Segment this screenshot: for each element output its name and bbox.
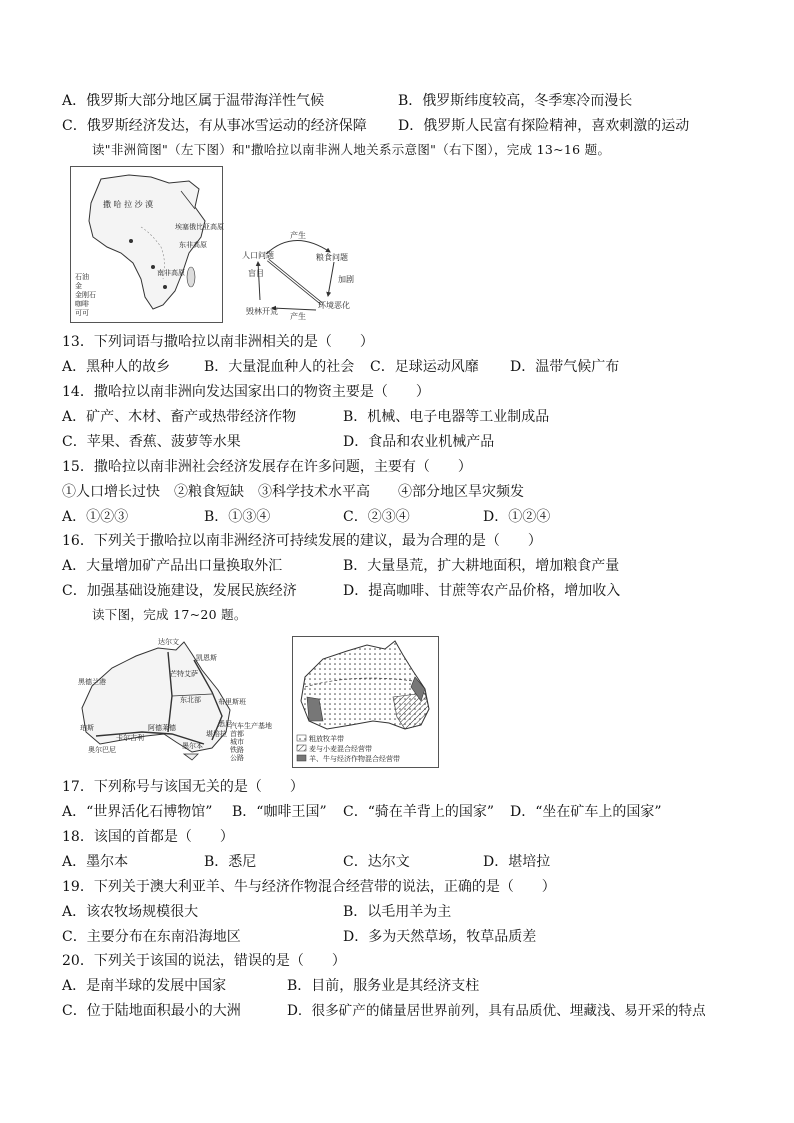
q18-option-b: B．悉尼 [204, 854, 257, 870]
relation-diagram [238, 226, 368, 320]
q18-stem: 18．该国的首都是（ ） [62, 829, 234, 845]
q18-option-c: C．达尔文 [343, 854, 410, 870]
relation-top: 产生 [290, 231, 306, 240]
q16-option-a: A．大量增加矿产品出口量换取外汇 [62, 558, 283, 574]
city-melbourne: 墨尔本 [182, 742, 203, 750]
relation-environment: 环境恶化 [318, 301, 350, 310]
legend-extensive-sheep: 粗放牧羊带 [309, 735, 344, 743]
legend-railway: 铁路 [230, 746, 244, 754]
africa-map [70, 166, 223, 323]
australia-map-legend [230, 721, 272, 762]
q20-option-b: B．目前，服务业是其经济支柱 [287, 978, 480, 994]
ethiopian-plateau-label: 埃塞俄比亚高原 [175, 223, 224, 231]
q13-option-b: B．大量混血种人的社会 [204, 359, 355, 375]
q14-option-a: A．矿产、木材、畜产或热带经济作物 [62, 409, 297, 425]
q14-option-d: D．食品和农业机械产品 [343, 434, 495, 450]
city-adelaide: 阿德莱德 [148, 724, 176, 732]
city-mount-isa: 芒特艾萨 [170, 670, 198, 678]
africa-legend [75, 272, 96, 317]
q15-option-d: D．①②④ [483, 509, 551, 525]
q17-option-b: B．“咖啡王国” [232, 804, 327, 820]
relation-bottom: 产生 [290, 312, 306, 321]
legend-city: 城市 [230, 738, 244, 746]
q13-option-a: A．黑种人的故乡 [62, 359, 171, 375]
legend-cocoa: 可可 [75, 309, 89, 317]
q15-option-b: B．①③④ [204, 509, 271, 525]
q16-stem: 16．下列关于撒哈拉以南非洲经济可持续发展的建议，最为合理的是（ ） [62, 533, 542, 549]
q15-option-c: C．②③④ [343, 509, 410, 525]
q17-stem: 17．下列称号与该国无关的是（ ） [62, 779, 304, 795]
q13-option-c: C．足球运动风靡 [370, 359, 479, 375]
q13-option-d: D．温带气候广布 [510, 359, 620, 375]
city-albany: 奥尔巴尼 [88, 746, 116, 754]
relation-deforest: 毁林开荒 [246, 307, 278, 316]
q19-option-c: C．主要分布在东南沿海地区 [62, 929, 241, 945]
relation-population: 人口问题 [242, 251, 274, 260]
q15-option-a: A．①②③ [62, 509, 129, 525]
q13-stem: 13．下列词语与撒哈拉以南非洲相关的是（ ） [62, 334, 374, 350]
q20-option-a: A．是南半球的发展中国家 [62, 978, 227, 994]
q18-option-d: D．堪培拉 [483, 854, 551, 870]
q19-option-b: B．以毛用羊为主 [343, 904, 452, 920]
q15-stem: 15．撒哈拉以南非洲社会经济发展存在许多问题，主要有（ ） [62, 459, 472, 475]
city-northeast: 东北部 [180, 696, 201, 704]
q17-option-a: A．“世界活化石博物馆” [62, 804, 213, 820]
south-africa-plateau-label: 南非高原 [157, 269, 185, 277]
q12-option-a: A．俄罗斯大部分地区属于温带海洋性气候 [62, 93, 325, 109]
legend-car-base: 汽车生产基地 [230, 722, 272, 730]
city-perth: 珀斯 [80, 724, 94, 732]
q17-option-c: C．“骑在羊背上的国家” [343, 804, 495, 820]
q15-items: ①人口增长过快 ②粮食短缺 ③科学技术水平高 ④部分地区旱灾频发 [62, 484, 524, 500]
australia-agriculture-map [292, 636, 439, 768]
city-sydney: 悉尼 [218, 720, 232, 728]
q16-option-c: C．加强基础设施建设，发展民族经济 [62, 583, 297, 599]
city-brisbane: 布里斯班 [218, 698, 246, 706]
city-cairns: 凯恩斯 [196, 654, 217, 662]
legend-wheat-mixed: 麦与小麦混合经营带 [309, 745, 372, 753]
sahara-label: 撒 哈 拉 沙 漠 [103, 200, 154, 209]
relation-blind: 盲目 [248, 269, 264, 278]
legend-gold: 金 [75, 282, 82, 290]
east-africa-plateau-label: 东非高原 [179, 241, 207, 249]
legend-coffee: 咖啡 [75, 300, 89, 308]
legend-capital: 首都 [230, 730, 244, 738]
q19-option-a: A．该农牧场规模很大 [62, 904, 199, 920]
q17-option-d: D．“坐在矿车上的国家” [510, 804, 662, 820]
legend-highway: 公路 [230, 754, 244, 762]
q14-option-c: C．苹果、香蕉、菠萝等水果 [62, 434, 241, 450]
q14-option-b: B．机械、电子电器等工业制成品 [343, 409, 550, 425]
relation-aggravate: 加剧 [338, 275, 354, 284]
city-canberra: 堪培拉 [206, 730, 227, 738]
q19-stem: 19．下列关于澳大利亚羊、牛与经济作物混合经营带的说法，正确的是（ ） [62, 879, 556, 895]
relation-food: 粮食问题 [316, 253, 348, 262]
q16-option-d: D．提高咖啡、甘蔗等农产品价格，增加收入 [343, 583, 621, 599]
q16-option-b: B．大量垦荒，扩大耕地面积，增加粮食产量 [343, 558, 620, 574]
intro-17-20: 读下图，完成 17~20 题。 [92, 607, 247, 622]
q12-option-b: B．俄罗斯纬度较高，冬季寒冷而漫长 [398, 93, 633, 109]
q20-option-c: C．位于陆地面积最小的大洲 [62, 1003, 241, 1019]
q12-option-c: C．俄罗斯经济发达，有从事冰雪运动的经济保障 [62, 118, 367, 134]
legend-sheep-cattle-crops: 羊、牛与经济作物混合经营带 [309, 755, 400, 763]
q20-option-d: D．很多矿产的储量居世界前列，具有品质优、埋藏浅、易开采的特点 [287, 1003, 706, 1019]
q19-option-d: D．多为天然草场，牧草品质差 [343, 929, 537, 945]
legend-diamond: 金刚石 [75, 291, 96, 299]
q12-option-d: D．俄罗斯人民富有探险精神，喜欢刺激的运动 [398, 118, 690, 134]
intro-13-16: 读"非洲简图"（左下图）和"撒哈拉以南非洲人地关系示意图"（右下图），完成 13~16 题。 [92, 142, 611, 157]
city-port-hedland: 黑德兰港 [78, 678, 106, 686]
agri-legend [297, 734, 400, 763]
legend-oil: 石油 [75, 273, 89, 281]
q18-option-a: A．墨尔本 [62, 854, 129, 870]
q14-stem: 14．撒哈拉以南非洲向发达国家出口的物资主要是（ ） [62, 384, 430, 400]
australia-city-map [72, 636, 272, 766]
city-kalgoorlie: 卡尔古利 [116, 734, 144, 742]
city-darwin: 达尔文 [158, 638, 179, 646]
q20-stem: 20．下列关于该国的说法，错误的是（ ） [62, 953, 346, 969]
